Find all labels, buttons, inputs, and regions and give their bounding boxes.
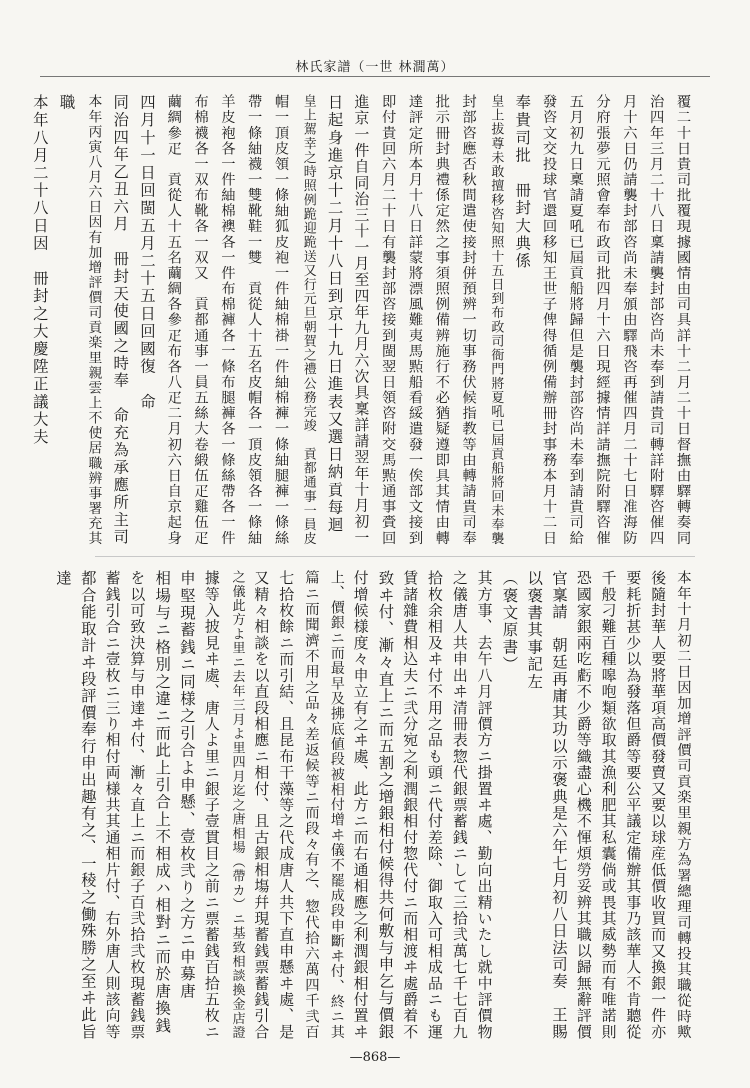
lower-column: 篇ニ而聞濟不用之品々差返候等ニ而段々有之、惣代拾六萬四千弐百 bbox=[303, 570, 319, 1040]
upper-column: 四月十一日回閩五月二十五日回國復 命 bbox=[138, 94, 156, 411]
upper-column: 封部咨應否秋間遣使接封併預辨一切事務伏候指教等由轉請貴司奉 bbox=[460, 94, 477, 546]
upper-column: 五月初九日稟請夏吼已屆貢船將歸但是襲封部咨尚未奉到請貴司給 bbox=[567, 94, 584, 546]
lower-column: 申堅現蓄銭ニ同様之引合よ申懸、壹枚弐り之方ニ申募唐 bbox=[178, 570, 196, 1000]
lower-column: 賃諸雜費相込夫ニ弐分宛之利潤銀相付惣代付ニ而相渡ヰ處爵着不 bbox=[401, 570, 420, 1040]
upper-column: 羊皮袍各一件紬棉襖各一件布棉褲各一條布腿褲各一條絲帶各一件 bbox=[219, 94, 236, 546]
upper-column: 日起身進京十二月十八日到京十九日進表又選日納貢每迴 bbox=[325, 94, 344, 534]
upper-column: 職 bbox=[57, 94, 76, 112]
lower-column: 又精々相談を以直段相應ニ相付、且古銀相塲幷現蓄銭票蓄銭引合 bbox=[252, 570, 271, 1040]
lower-column: 七拾枚餘ニ而引結、且昆布干藻等之代成唐人共下直申懸ヰ處、是 bbox=[277, 570, 296, 1040]
lower-column: 要耗折甚少以為發落但爵等要公平議定備辦其事乃該華人不肯聽從 bbox=[624, 570, 643, 1040]
upper-column: 同治四年乙丑六月 冊封天使國之時奉 命充為承應所主司 bbox=[111, 94, 130, 546]
upper-column: 帶一條紬襪一雙靴鞋一雙 貢從人十五名皮帽各一頂皮領各一條紬 bbox=[246, 94, 263, 546]
upper-column: 覆二十日貴司批覆現據國情由司具詳十二月二十日督撫由驛轉奏同 bbox=[675, 94, 691, 546]
upper-column: 達評定所本月十八日詳蒙將漂風難夷馬㸃船看綏遣發一俟部文接到 bbox=[407, 94, 423, 546]
upper-column: 發咨文交投球官還回移知王世子俾得循例備辦冊封事務本月十二日 bbox=[541, 94, 557, 546]
upper-column: 批示冊封典禮係定然之事須照例備辨施行不必猶疑遵即具其情由轉 bbox=[433, 94, 450, 546]
upper-column: 帽一頂皮領一條紬狐皮袍一件紬棉褂一件紬棉褲一條紬腿褲一條絲 bbox=[273, 94, 289, 546]
lower-column: 達 bbox=[54, 570, 72, 588]
lower-column: 以褒書其事記左 bbox=[525, 570, 544, 691]
upper-column: 進京一件自同治三十一月至四年九月六次具稟詳請翌年十月初一 bbox=[352, 94, 371, 546]
lower-column: 之儀此方よ里ニ去年三月よ里四月迄之唐相場（帶カ）ニ基致相談換金店證 bbox=[229, 570, 245, 1040]
lower-column: 官稟請 朝廷再庸其功以示褒典是六年七月初八日法司奏 王賜 bbox=[550, 570, 568, 1040]
upper-column: 月十六日仍請襲封部咨尚未奉頒由驛飛咨再催四月二十七日准海防 bbox=[621, 94, 638, 546]
upper-column: 奉貴司批 冊封大典係 bbox=[513, 94, 532, 270]
upper-column: 繭綢參疋 貢從人十五名繭綢各參疋布各八疋二月初六日自京起身 bbox=[165, 94, 182, 546]
lower-column: 拾枚余相及ヰ付不用之品も頭ニ代付差除、御取入可相成品ニも運 bbox=[426, 570, 444, 1040]
page-number: —868— bbox=[349, 1050, 401, 1065]
upper-column: 皇上拔尊未敢擅移咨知照十五日到布政司衙門將夏吼已屆貢船將回未奉襲 bbox=[488, 94, 504, 546]
section-divider bbox=[95, 556, 695, 557]
upper-column: 本年八月二十八日因 冊封之大慶陞正議大夫 bbox=[30, 94, 49, 446]
upper-column: 治四年三月二十八日稟請襲封部咨尚未奉到請貴司轉詳附驛咨催四 bbox=[648, 94, 665, 546]
upper-column: 即付貴回六月二十日有襲封部咨接到閩翌日領咨附交馬㸃通事賫回 bbox=[380, 94, 397, 546]
lower-column: （褒文原書） bbox=[500, 570, 519, 674]
upper-column: 布棉襪各一双布靴各一双又 貢都通事一員五絲大卷緞伍疋雞伍疋 bbox=[192, 94, 209, 546]
lower-column: 致ヰ付、漸々直上ニ而五割之增銀相付候得共何敷与申乞与價銀 bbox=[376, 570, 395, 1040]
lower-column: 上、價銀ニ而最早及拂底値段被相付增ヰ儀不罷成段申斷ヰ付、終ニ其 bbox=[327, 570, 344, 1040]
lower-column: 後隨封華人要將華項高價發賣又要以球産低價收買而又換銀一件亦 bbox=[649, 570, 668, 1040]
lower-column: 恐國家銀兩吃虧不少爵等織盡心機不惲煩勞妥辨其職以歸無辭評價 bbox=[574, 570, 593, 1040]
lower-column: 蓄銭引合ニ壹枚ニ三り相付両様共其通相片付、右外唐人則該向等 bbox=[103, 570, 122, 1040]
lower-column: 付增候様度々申立有之ヰ處、此方ニ而右通相應之利潤銀相付置ヰ bbox=[351, 570, 370, 1040]
lower-column: 千般刁難百種嗥咆類欲取其漁利肥其私囊倘或畏其威勢而有唯諾則 bbox=[599, 570, 618, 1040]
lower-column: 都合能取計ヰ段評價奉行申出趣有之、一稜之働殊勝之至ヰ此旨 bbox=[78, 570, 97, 1040]
page-title: 林氏家譜（一世 林㵎萬） bbox=[295, 60, 455, 75]
lower-column: 本年十月初二日因加增評價司貢楽里親方為署總理司轉投其職從時歟 bbox=[675, 570, 691, 1040]
lower-column: を以可致決算与申達ヰ付、漸々直上ニ而銀子百弐拾弐枚現蓄銭票 bbox=[128, 570, 147, 1040]
lower-column: 其方事、去午八月評價方ニ掛置ヰ處、勤向出精いたし就中評價物 bbox=[475, 570, 494, 1040]
lower-column: 相場与ニ格別之違ニ而此上引合上不相成ハ相對ニ而於唐換銭 bbox=[153, 570, 172, 1035]
lower-column: 之儀唐人共申出ヰ清冊表惣代銀票蓄銭ニして三拾弐萬七千七百九 bbox=[450, 570, 469, 1040]
lower-column: 據等入披見ヰ處、唐人よ里ニ銀子壹貫目之前ニ票蓄銭百拾五枚ニ bbox=[202, 570, 221, 1040]
upper-column: 分府張夢元照會奉布政司批四月十六日現經據情詳請撫院附驛咨催 bbox=[594, 94, 611, 546]
upper-column: 皇上駕幸之時照例跪迎跪送又行元旦朝賀之禮公務完竣 貢都通事一員皮 bbox=[300, 94, 316, 546]
upper-column: 本年丙寅八月六日因有加增評價司貢楽里親雲上不使居職辨事署充其 bbox=[85, 94, 102, 546]
header-rule bbox=[40, 76, 710, 77]
